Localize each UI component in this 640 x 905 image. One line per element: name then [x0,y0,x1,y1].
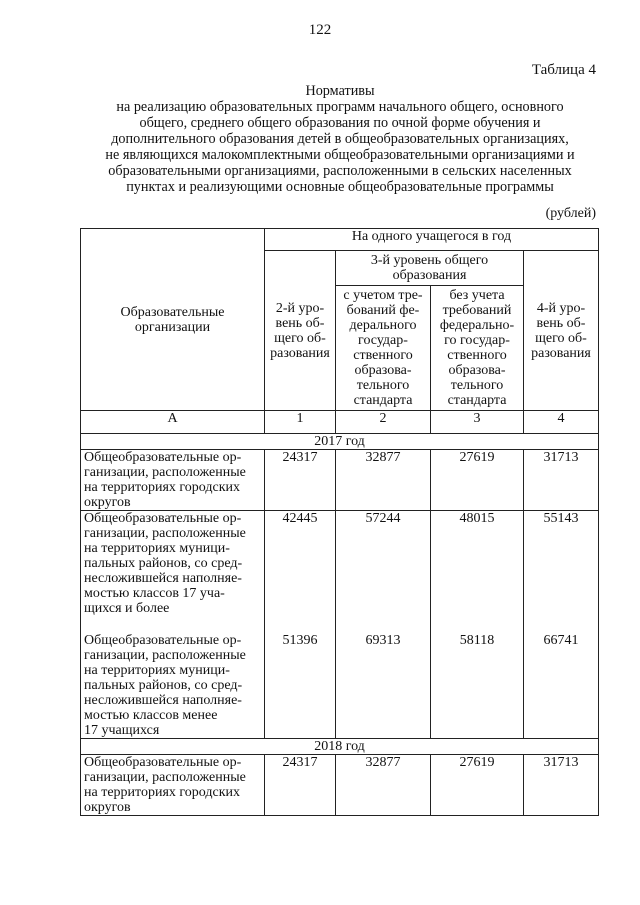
year-label: 2018 год [81,739,599,755]
table-row [81,450,599,511]
column-index: 1 [265,411,336,434]
level3-without-standard-header: без учета требований федерально- го государ- ственного образова- тельного стандарта [431,286,524,411]
column-index-row [81,411,599,434]
table-row [81,628,599,739]
value-cell: 51396 [265,628,336,739]
value-cell: 48015 [431,511,524,629]
value-cell: 32877 [336,450,431,511]
norms-table [80,228,599,816]
value-cell: 57244 [336,511,431,629]
level2-header: 2-й уро- вень об- щего об- разования [265,251,336,411]
value-cell: 24317 [265,450,336,511]
column-index: 3 [431,411,524,434]
table-row [81,755,599,816]
table-label: Таблица 4 [531,62,596,78]
value-cell: 58118 [431,628,524,739]
org-cell: Общеобразовательные ор- ганизации, расположенные на территориях городских округов [81,450,265,511]
org-cell: Общеобразовательные ор- ганизации, расположенные на территориях муници- пальных районов, со сред- несложившейся наполняе- мостью классов 17 уча- щихся и более [81,511,265,629]
column-index: А [81,411,265,434]
year-row [81,739,599,755]
value-cell: 69313 [336,628,431,739]
page-number: 122 [308,22,332,38]
level4-header: 4-й уро- вень об- щего об- разования [524,251,599,411]
year-row [81,434,599,450]
org-column-header: Образовательные организации [81,229,265,411]
heading-line: общего, среднего общего образования по очной форме обучения и [139,115,541,131]
org-cell: Общеобразовательные ор- ганизации, расположенные на территориях муници- пальных районов, со сред- несложившейся наполняе- мостью классов менее 17 учащихся [81,628,265,739]
heading-line: пунктах и реализующими основные общеобразовательные программы [126,179,554,195]
org-cell: Общеобразовательные ор- ганизации, расположенные на территориях городских округов [81,755,265,816]
year-label: 2017 год [81,434,599,450]
table-row [81,511,599,629]
value-cell: 55143 [524,511,599,629]
per-student-header: На одного учащегося в год [265,229,599,251]
units-label: (рублей) [545,206,596,221]
heading-line: не являющихся малокомплектными общеобразовательными организациями и [105,147,575,163]
level3-with-standard-header: с учетом тре- бований фе- дерального государ- ственного образова- тельного стандарта [336,286,431,411]
heading-line: дополнительного образования детей в общеобразовательных организациях, [111,131,569,147]
header-row [81,229,599,251]
level3-group-header: 3-й уровень общего образования [336,251,524,286]
table-heading [60,83,620,195]
value-cell: 24317 [265,755,336,816]
value-cell: 31713 [524,450,599,511]
value-cell: 42445 [265,511,336,629]
column-index: 4 [524,411,599,434]
heading-line: на реализацию образовательных программ начального общего, основного [116,99,564,115]
value-cell: 66741 [524,628,599,739]
value-cell: 31713 [524,755,599,816]
column-index: 2 [336,411,431,434]
value-cell: 27619 [431,755,524,816]
value-cell: 32877 [336,755,431,816]
heading-line: образовательными организациями, расположенными в сельских населенных [108,163,572,179]
heading-title: Нормативы [305,83,375,99]
value-cell: 27619 [431,450,524,511]
